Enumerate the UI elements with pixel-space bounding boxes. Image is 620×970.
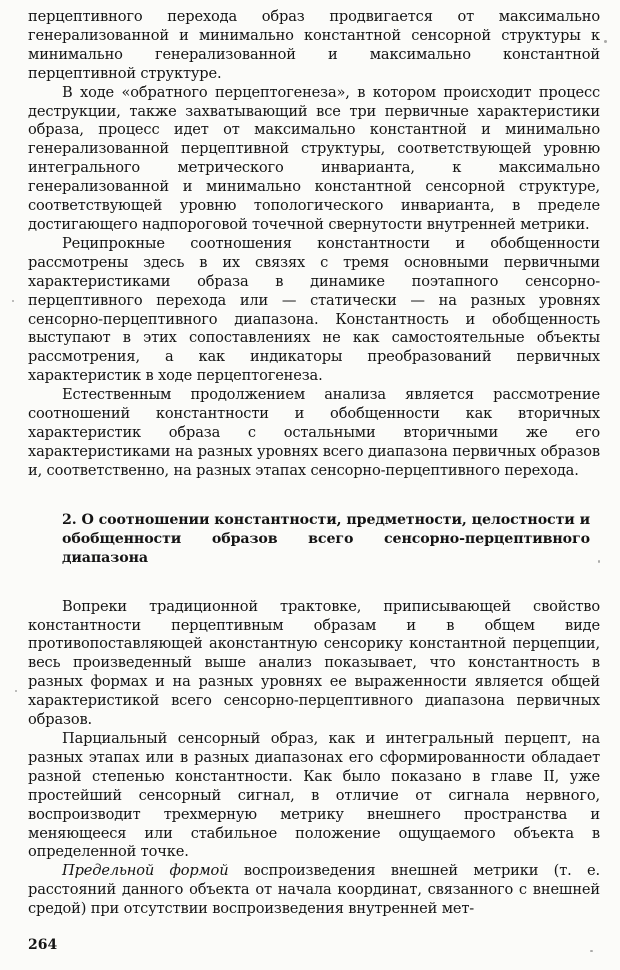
paragraph-7 <box>28 862 600 919</box>
paragraph-3: Реципрокные соотношения константности и обобщенности рассмотрены здесь в их связях с тремя основными первичными характеристиками образа в динамике поэтапного сенсорно-перцептивного перехода или — статически — на разных уровнях сенсорно-перцептивного диапазона. Константность и обобщенность выступают в этих сопоставлениях не как самостоятельные объекты рассмотрения, а как индикаторы преобразований первичных характеристик в ходе перцептогенеза. <box>28 234 600 385</box>
paragraph-1: перцептивного перехода образ продвигается от максимально генерализованной и минимально константной сенсорной структуры к минимально генерализованной и максимально константной перцептивной структуре. <box>28 8 600 82</box>
paragraph-6: Парциальный сенсорный образ, как и интегральный перцепт, на разных этапах или в разных диапазонах его сформированности обладает разной степенью константности. Как было показано в главе II, уже простейший сенсорный сигнал, в отличие от сигнала нервного, воспроизводит трехмерную метрику внешнего пространства и меняющееся или стабильное положение ощущаемого объекта в определенной точке. <box>28 730 600 861</box>
paragraph-4: Естественным продолжением анализа является рассмотрение соотношений константности и обобщенности как вторичных характеристик образа с остальными вторичными же его характеристиками на разных уровнях всего диапазона первичных образов и, соответственно, на разных этапах сенсорно-перцептивного перехода. <box>28 386 600 479</box>
paragraph-5: Вопреки традиционной трактовке, приписывающей свойство константности перцептивным образам и в общем виде противопоставляющей аконстантную сенсорику константной перцепции, весь произведенный выше анализ показывает, что константность в разных формах и на разных уровнях ее выраженности является общей характеристикой всего сенсорно-перцептивного диапазона первичных образов. <box>28 597 600 729</box>
scan-speck <box>604 40 607 43</box>
paragraph-2: В ходе «обратного перцептогенеза», в котором происходит процесс деструкции, также захватывающий все три первичные характеристики образа, процесс идет от максимально константной и минимально генерализованной перцептивной структуры, соответствующей уровню интегрального метрического инварианта, к максимально генерализованной и минимально константной сенсорной структуре, соответствующей уровню топологического инварианта, в пределе достигающего надпороговой точечной свернутости внутренней метрики. <box>28 83 600 233</box>
italic-term: Предельной формой <box>62 862 229 880</box>
page-number: 264 <box>28 937 58 953</box>
scan-speck <box>590 950 593 952</box>
section-heading: 2. О соотношении константности, предметности, целостности и обобщенности образов всего сенсорно-перцептивного диапазона <box>62 511 590 566</box>
text-column <box>28 8 600 919</box>
paragraph-7-text: воспроизведения внешней метрики (т. е. расстояний данного объекта от начала координат, связанного с внешней средой) при отсутствии воспроизведения внутренней мет- <box>28 862 600 918</box>
scan-speck <box>598 560 600 563</box>
scan-speck <box>12 300 14 302</box>
scan-speck <box>15 690 17 692</box>
